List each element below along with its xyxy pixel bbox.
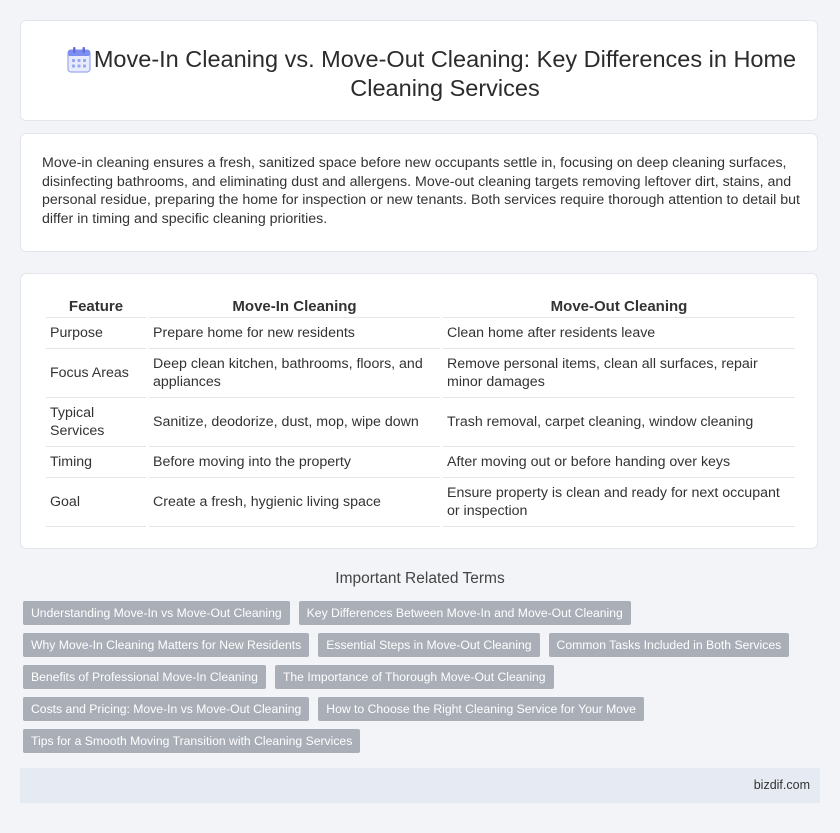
column-header-feature: Feature xyxy=(46,296,146,318)
calendar-icon xyxy=(65,45,93,75)
move-in-cell: Deep clean kitchen, bathrooms, floors, and appliances xyxy=(149,349,440,398)
comparison-table-card xyxy=(20,273,818,549)
related-term-tag[interactable]: Why Move-In Cleaning Matters for New Residents xyxy=(23,633,309,657)
feature-cell: Purpose xyxy=(46,318,146,349)
page-title: Move-In Cleaning vs. Move-Out Cleaning: Key Differences in Home Cleaning Services xyxy=(93,46,797,101)
related-terms-heading: Important Related Terms xyxy=(335,570,505,587)
table-row xyxy=(46,447,795,478)
related-term-tag[interactable]: How to Choose the Right Cleaning Service for Your Move xyxy=(318,697,644,721)
move-out-cell: Remove personal items, clean all surfaces, repair minor damages xyxy=(443,349,795,398)
move-out-cell: Clean home after residents leave xyxy=(443,318,795,349)
move-out-cell: Trash removal, carpet cleaning, window cleaning xyxy=(443,398,795,447)
move-in-cell: Prepare home for new residents xyxy=(149,318,440,349)
column-header-move-in: Move-In Cleaning xyxy=(149,296,440,318)
move-in-cell: Sanitize, deodorize, dust, mop, wipe down xyxy=(149,398,440,447)
footer-site-link[interactable]: bizdif.com xyxy=(753,778,810,792)
header-card xyxy=(20,20,818,121)
column-header-move-out: Move-Out Cleaning xyxy=(443,296,795,318)
move-in-cell: Create a fresh, hygienic living space xyxy=(149,478,440,527)
move-in-cell: Before moving into the property xyxy=(149,447,440,478)
footer xyxy=(20,768,820,803)
tag-row xyxy=(23,665,793,689)
feature-cell: Focus Areas xyxy=(46,349,146,398)
tag-row xyxy=(23,633,793,657)
table-row xyxy=(46,318,795,349)
related-term-tag[interactable]: Understanding Move-In vs Move-Out Cleaning xyxy=(23,601,290,625)
related-term-tag[interactable]: The Importance of Thorough Move-Out Cleaning xyxy=(275,665,554,689)
related-term-tag[interactable]: Common Tasks Included in Both Services xyxy=(549,633,790,657)
table-row xyxy=(46,398,795,447)
related-terms-tags xyxy=(23,601,793,761)
table-row xyxy=(46,478,795,527)
feature-cell: Typical Services xyxy=(46,398,146,447)
comparison-table xyxy=(43,296,798,527)
related-term-tag[interactable]: Costs and Pricing: Move-In vs Move-Out Cleaning xyxy=(23,697,309,721)
tag-row xyxy=(23,601,793,625)
related-term-tag[interactable]: Benefits of Professional Move-In Cleaning xyxy=(23,665,266,689)
feature-cell: Goal xyxy=(46,478,146,527)
title-wrap xyxy=(65,45,805,103)
move-out-cell: Ensure property is clean and ready for next occupant or inspection xyxy=(443,478,795,527)
table-header-row xyxy=(46,296,795,318)
table-row xyxy=(46,349,795,398)
related-term-tag[interactable]: Essential Steps in Move-Out Cleaning xyxy=(318,633,539,657)
related-term-tag[interactable]: Tips for a Smooth Moving Transition with Cleaning Services xyxy=(23,729,360,753)
summary-card xyxy=(20,133,818,252)
feature-cell: Timing xyxy=(46,447,146,478)
move-out-cell: After moving out or before handing over keys xyxy=(443,447,795,478)
tag-row xyxy=(23,697,793,721)
related-term-tag[interactable]: Key Differences Between Move-In and Move-Out Cleaning xyxy=(299,601,631,625)
summary-text: Move-in cleaning ensures a fresh, sanitized space before new occupants settle in, focusing on deep cleaning surfaces, disinfecting bathrooms, and eliminating dust and allergens. Move-out cleaning targets removing leftover dirt, stains, and personal residue, preparing the home for inspection or new tenants. Both services require thorough attention to detail but differ in timing and specific cleaning priorities. xyxy=(42,155,800,227)
tag-row xyxy=(23,729,793,753)
